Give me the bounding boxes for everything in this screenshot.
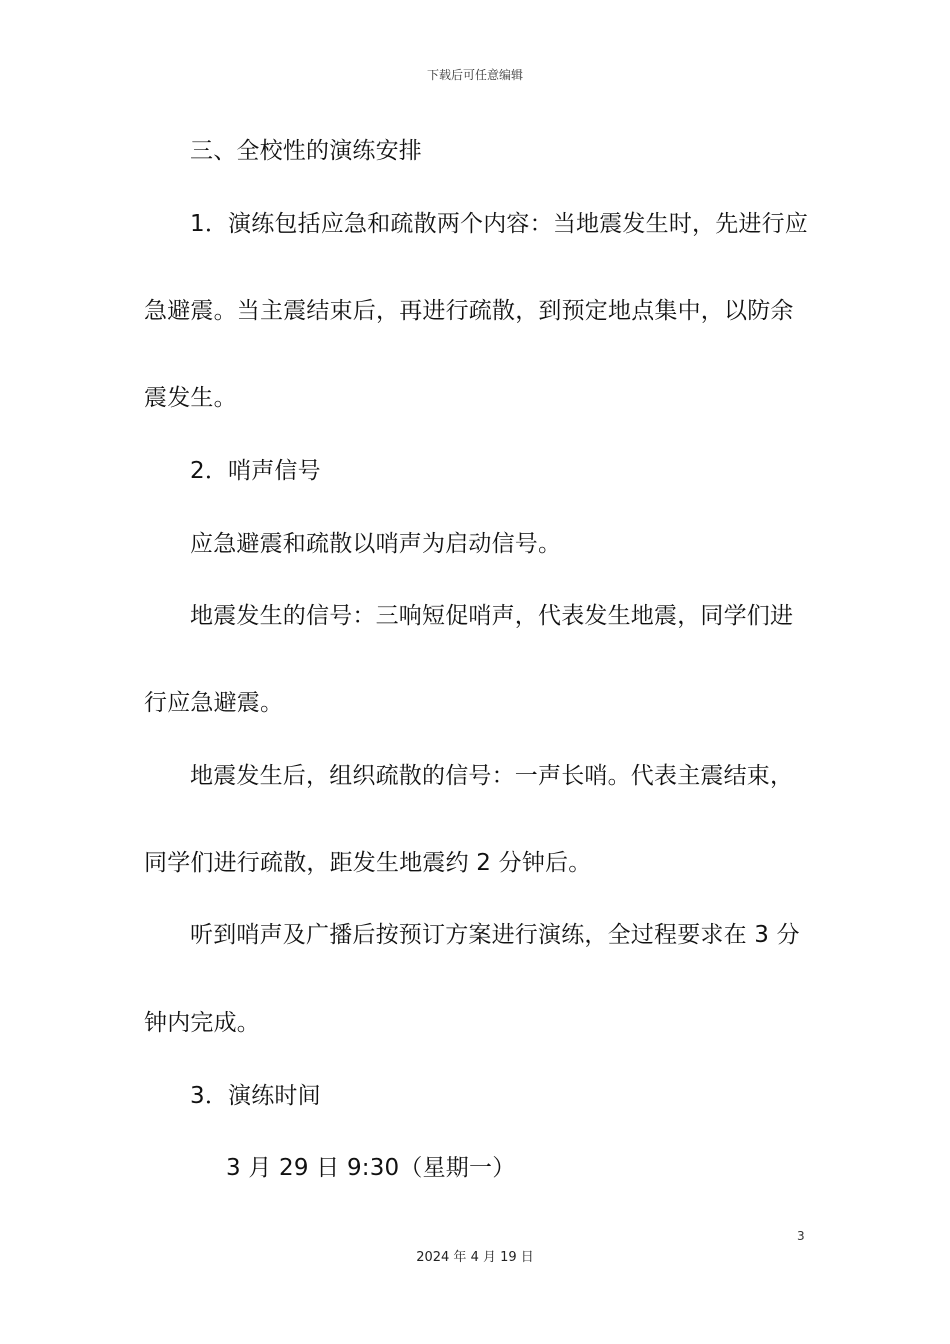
subheading: 3．演练时间 [190,1083,321,1109]
page-header: 下载后可任意编辑 [426,68,523,82]
paragraph-line: 行应急避震。 [144,690,284,716]
paragraph-line: 应急避震和疏散以哨声为启动信号。 [190,531,562,557]
drill-time: 3 月 29 日 9:30（星期一） [226,1155,516,1181]
paragraph-line: 地震发生的信号：三响短促哨声，代表发生地震，同学们进 [190,603,794,629]
paragraph-line: 地震发生后，组织疏散的信号：一声长哨。代表主震结束， [190,763,794,789]
subheading: 2．哨声信号 [190,458,321,484]
paragraph-line: 钟内完成。 [144,1010,260,1036]
paragraph-line: 1．演练包括应急和疏散两个内容：当地震发生时，先进行应 [190,211,809,237]
section-heading: 三、全校性的演练安排 [190,138,422,164]
paragraph-line: 震发生。 [144,385,237,411]
footer-date: 2024 年 4 月 19 日 [416,1250,534,1265]
paragraph-line: 同学们进行疏散，距发生地震约 2 分钟后。 [144,850,592,876]
paragraph-line: 急避震。当主震结束后，再进行疏散，到预定地点集中，以防余 [144,298,794,324]
page-number: 3 [797,1229,805,1243]
paragraph-line: 听到哨声及广播后按预订方案进行演练，全过程要求在 3 分 [190,922,800,948]
